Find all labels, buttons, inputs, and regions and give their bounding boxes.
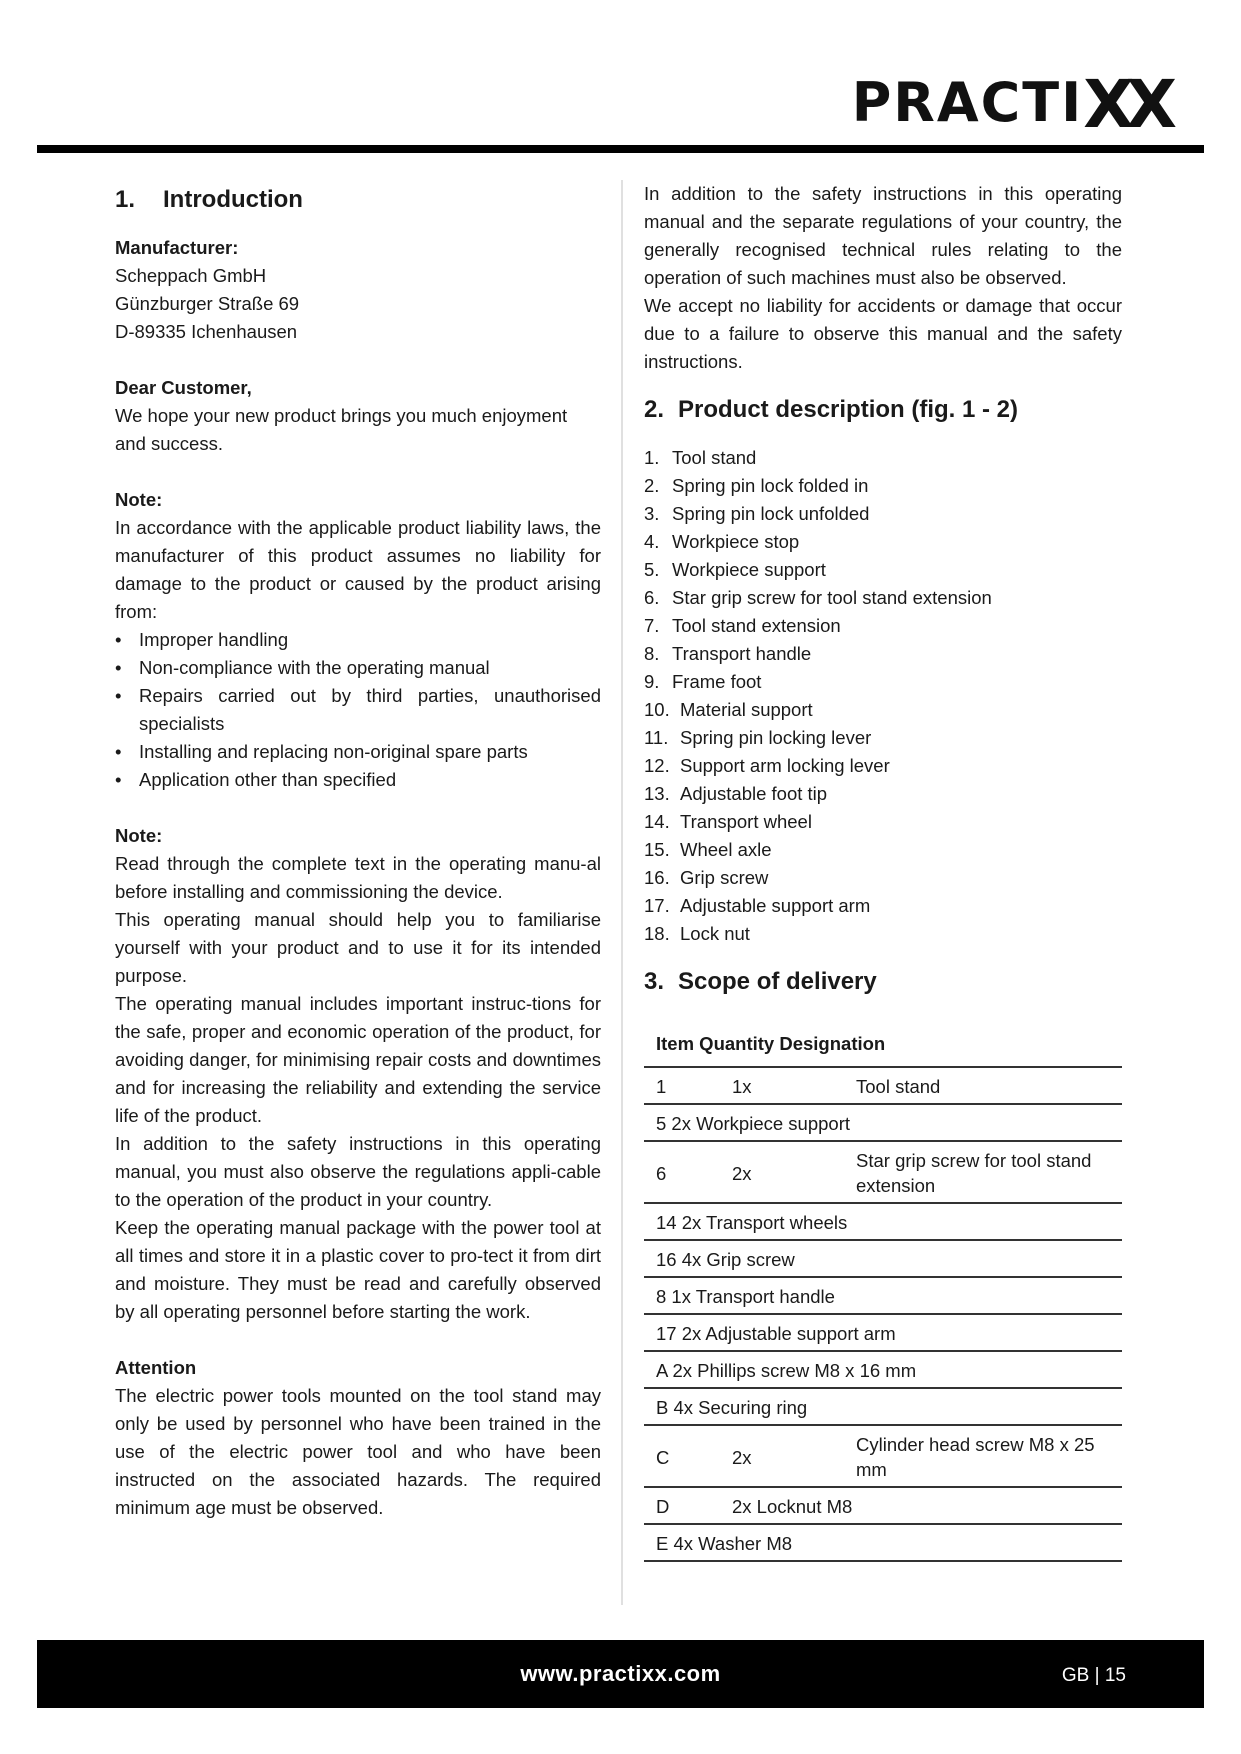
- table-cell: 5 2x Workpiece support: [644, 1104, 1122, 1141]
- table-cell: C: [644, 1425, 720, 1487]
- header-rule: [37, 145, 1204, 153]
- left-column: [115, 180, 601, 1522]
- intro-heading: [115, 180, 601, 220]
- list-item: • Non-compliance with the operating manual: [115, 654, 601, 682]
- footer-bar: [37, 1640, 1204, 1708]
- table-row: [644, 1388, 1122, 1425]
- parts-list: [644, 444, 1122, 948]
- table-cell: 8 1x Transport handle: [644, 1277, 1122, 1314]
- table-cell: A 2x Phillips screw M8 x 16 mm: [644, 1351, 1122, 1388]
- product-heading-title: Product description (fig. 1 - 2): [678, 396, 1019, 423]
- note-label: Note:: [115, 825, 163, 846]
- list-item: 7. Tool stand extension: [644, 615, 841, 636]
- list-item: 18. Lock nut: [644, 923, 750, 944]
- list-item: 13. Adjustable foot tip: [644, 783, 828, 804]
- list-item: 16. Grip screw: [644, 867, 769, 888]
- note-paragraph: In addition to the safety instructions in this operating manual, you must also observe the regulations appli-cable to the operation of the product in your country.: [115, 1133, 601, 1210]
- note-paragraph: This operating manual should help you to familiarise yourself with your product and to use it for its intended purpose.: [115, 909, 601, 986]
- delivery-heading-number: 3.: [644, 968, 665, 995]
- liability-text: In accordance with the applicable product liability laws, the manufacturer of this product assumes no liability for damage to the product or caused by the product arising from:: [115, 517, 601, 622]
- list-item: 15. Wheel axle: [644, 839, 772, 860]
- address-line: Scheppach GmbH: [115, 265, 267, 286]
- logo-text: PRACTI: [851, 71, 1084, 134]
- table-row: [644, 1487, 1122, 1524]
- address-line: D-89335 Ichenhausen: [115, 321, 298, 342]
- list-item: 1. Tool stand: [644, 447, 757, 468]
- list-item: 2. Spring pin lock folded in: [644, 475, 869, 496]
- list-item: 4. Workpiece stop: [644, 531, 800, 552]
- liability-list: [115, 626, 601, 794]
- list-item: • Improper handling: [115, 626, 601, 654]
- table-row: [644, 1277, 1122, 1314]
- table-row: [644, 1314, 1122, 1351]
- table-row: [644, 1068, 1122, 1104]
- table-row: [644, 1203, 1122, 1240]
- table-cell: Star grip screw for tool stand extension: [844, 1141, 1122, 1203]
- delivery-table: [644, 1068, 1122, 1562]
- logo-xx: XX: [1083, 66, 1169, 143]
- list-item: 17. Adjustable support arm: [644, 895, 871, 916]
- table-cell: B 4x Securing ring: [644, 1388, 1122, 1425]
- table-row: [644, 1425, 1122, 1487]
- list-item: 6. Star grip screw for tool stand extension: [644, 587, 992, 608]
- table-cell: D: [644, 1487, 720, 1524]
- page-number: GB | 15: [1061, 1665, 1126, 1686]
- table-cell: 16 4x Grip screw: [644, 1240, 1122, 1277]
- list-item: 12. Support arm locking lever: [644, 755, 890, 776]
- list-item: 8. Transport handle: [644, 643, 812, 664]
- table-cell: Tool stand: [844, 1068, 1122, 1104]
- list-item: 3. Spring pin lock unfolded: [644, 503, 870, 524]
- product-heading: [644, 390, 1122, 430]
- table-row: [644, 1351, 1122, 1388]
- list-item: • Application other than specified: [115, 766, 601, 794]
- safety-paragraph: We accept no liability for accidents or damage that occur due to a failure to observe this manual and the safety instructions.: [644, 295, 1122, 372]
- table-cell: Cylinder head screw M8 x 25 mm: [844, 1425, 1122, 1487]
- delivery-heading-title: Scope of delivery: [678, 968, 877, 995]
- note-paragraph: Keep the operating manual package with the power tool at all times and store it in a plastic cover to pro-tect it from dirt and moisture. They must be read and carefully observed by all operating personnel before starting the work.: [115, 1217, 601, 1322]
- table-cell: 6: [644, 1141, 720, 1203]
- table-cell: 17 2x Adjustable support arm: [644, 1314, 1122, 1351]
- table-cell: 2x: [720, 1425, 844, 1487]
- list-item: 5. Workpiece support: [644, 559, 826, 580]
- product-heading-number: 2.: [644, 396, 665, 423]
- address-line: Günzburger Straße 69: [115, 293, 300, 314]
- table-cell: 2x: [720, 1141, 844, 1203]
- list-item: • Installing and replacing non-original spare parts: [115, 738, 601, 766]
- note-paragraph: The operating manual includes important instruc-tions for the safe, proper and economic operation of the product, for avoiding danger, for minimising repair costs and downtimes and for increasing the reliability and extending the service life of the product.: [115, 993, 601, 1126]
- delivery-heading: [644, 962, 1122, 1002]
- table-cell: E 4x Washer M8: [644, 1524, 1122, 1561]
- table-row: [644, 1104, 1122, 1141]
- table-cell: 1: [644, 1068, 720, 1104]
- table-row: [644, 1141, 1122, 1203]
- table-header: Item Quantity Designation: [644, 1030, 1122, 1068]
- manufacturer-address: [115, 262, 601, 346]
- list-item: 10. Material support: [644, 699, 813, 720]
- list-item: 14. Transport wheel: [644, 811, 812, 832]
- intro-heading-number: 1.: [115, 186, 136, 213]
- manufacturer-label: Manufacturer:: [115, 237, 239, 258]
- safety-paragraph: In addition to the safety instructions in this operating manual and the separate regulations of your country, the generally recognised technical rules relating to the operation of such machines must also be observed.: [644, 183, 1122, 288]
- note-paragraph: Read through the complete text in the operating manu-al before installing and commissioning the device.: [115, 853, 601, 902]
- table-row: [644, 1524, 1122, 1561]
- list-item: • Repairs carried out by third parties, unauthorised specialists: [115, 682, 601, 738]
- intro-heading-title: Introduction: [163, 186, 303, 213]
- note-label: Note:: [115, 489, 163, 510]
- practixx-logo: [851, 66, 1169, 143]
- table-cell: 2x Locknut M8: [720, 1487, 1122, 1524]
- table-row: [644, 1240, 1122, 1277]
- right-column: [644, 180, 1122, 1562]
- attention-label: Attention: [115, 1357, 197, 1378]
- list-item: 9. Frame foot: [644, 671, 762, 692]
- dear-customer-label: Dear Customer,: [115, 377, 252, 398]
- table-cell: 1x: [720, 1068, 844, 1104]
- dear-customer-text: We hope your new product brings you much enjoyment and success.: [115, 405, 568, 454]
- column-divider: [621, 180, 623, 1605]
- list-item: 11. Spring pin locking lever: [644, 727, 872, 748]
- table-cell: 14 2x Transport wheels: [644, 1203, 1122, 1240]
- website-link[interactable]: www.practixx.com: [520, 1661, 721, 1686]
- attention-text: The electric power tools mounted on the tool stand may only be used by personnel who have been trained in the use of the electric power tool and who have been instructed on the associated hazards. The required minimum age must be observed.: [115, 1385, 601, 1518]
